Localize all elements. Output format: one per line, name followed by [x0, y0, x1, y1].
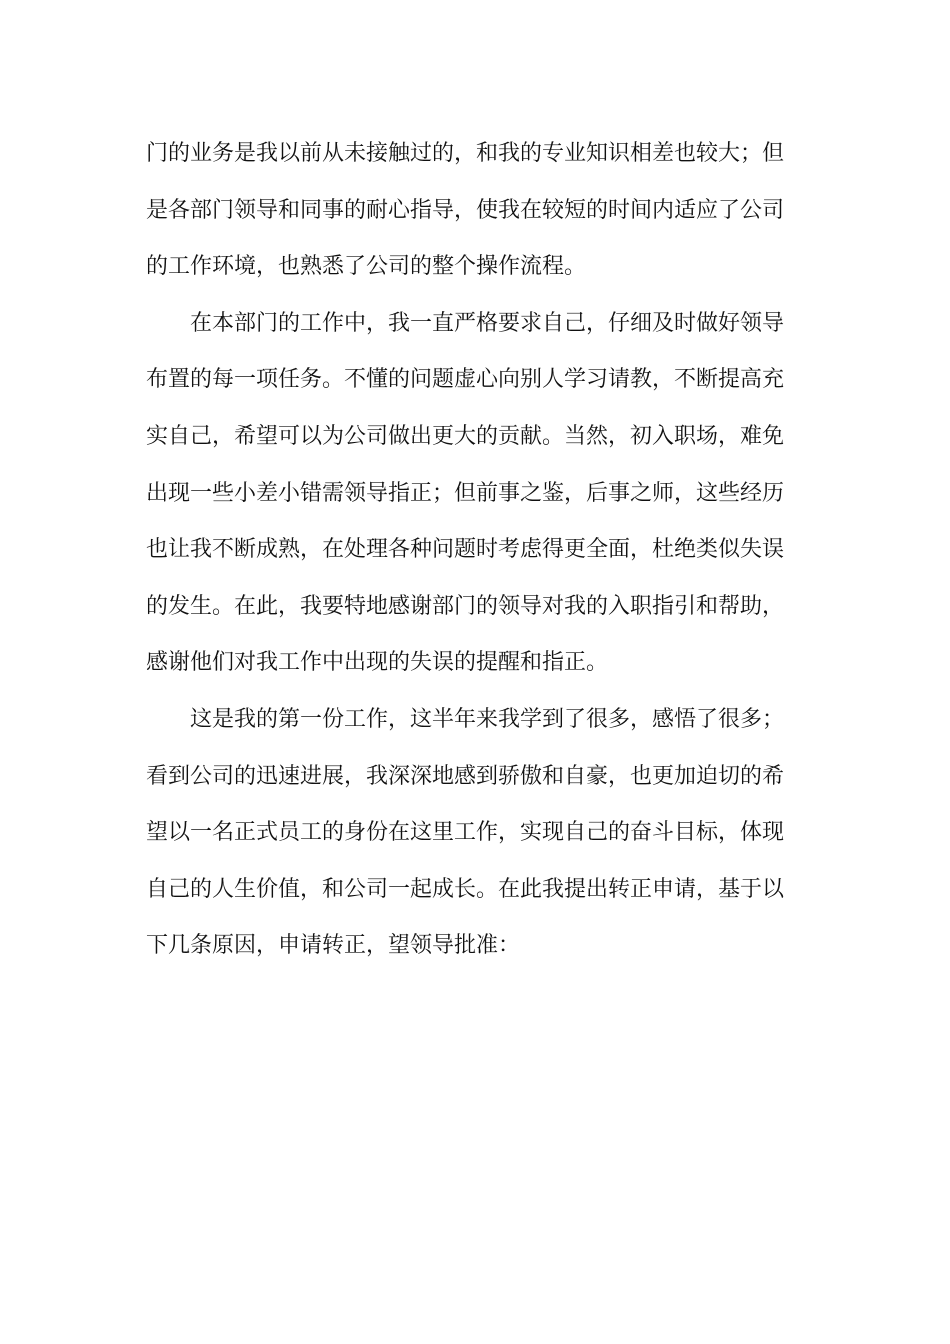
- text-line: 看到公司的迅速进展，我深深地感到骄傲和自豪，也更加迫切的希: [146, 763, 785, 789]
- paragraph-3: [146, 698, 806, 981]
- text-line: 这是我的第一份工作，这半年来我学到了很多，感悟了很多；: [190, 706, 785, 732]
- text-line: 布置的每一项任务。不懂的问题虚心向别人学习请教，不断提高充: [146, 367, 785, 393]
- text-line: 的工作环境，也熟悉了公司的整个操作流程。: [146, 254, 587, 280]
- paragraph-2: [146, 302, 806, 698]
- text-line: 也让我不断成熟，在处理各种问题时考虑得更全面，杜绝类似失误: [146, 537, 785, 563]
- paragraph-1: [146, 132, 806, 302]
- text-line: 望以一名正式员工的身份在这里工作，实现自己的奋斗目标，体现: [146, 820, 785, 846]
- text-line: 出现一些小差小错需领导指正；但前事之鉴，后事之师，这些经历: [146, 480, 785, 506]
- text-line: 是各部门领导和同事的耐心指导，使我在较短的时间内适应了公司: [146, 197, 785, 223]
- text-line: 下几条原因，申请转正，望领导批准：: [146, 933, 521, 959]
- text-line: 自己的人生价值，和公司一起成长。在此我提出转正申请，基于以: [146, 876, 785, 902]
- text-line: 的发生。在此，我要特地感谢部门的领导对我的入职指引和帮助，: [146, 593, 785, 619]
- text-line: 门的业务是我以前从未接触过的，和我的专业知识相差也较大；但: [146, 141, 785, 166]
- text-line: 在本部门的工作中，我一直严格要求自己，仔细及时做好领导: [190, 310, 785, 336]
- document-body: [146, 132, 806, 981]
- text-line: 实自己，希望可以为公司做出更大的贡献。当然，初入职场，难免: [146, 423, 785, 449]
- text-line: 感谢他们对我工作中出现的失误的提醒和指正。: [146, 650, 609, 676]
